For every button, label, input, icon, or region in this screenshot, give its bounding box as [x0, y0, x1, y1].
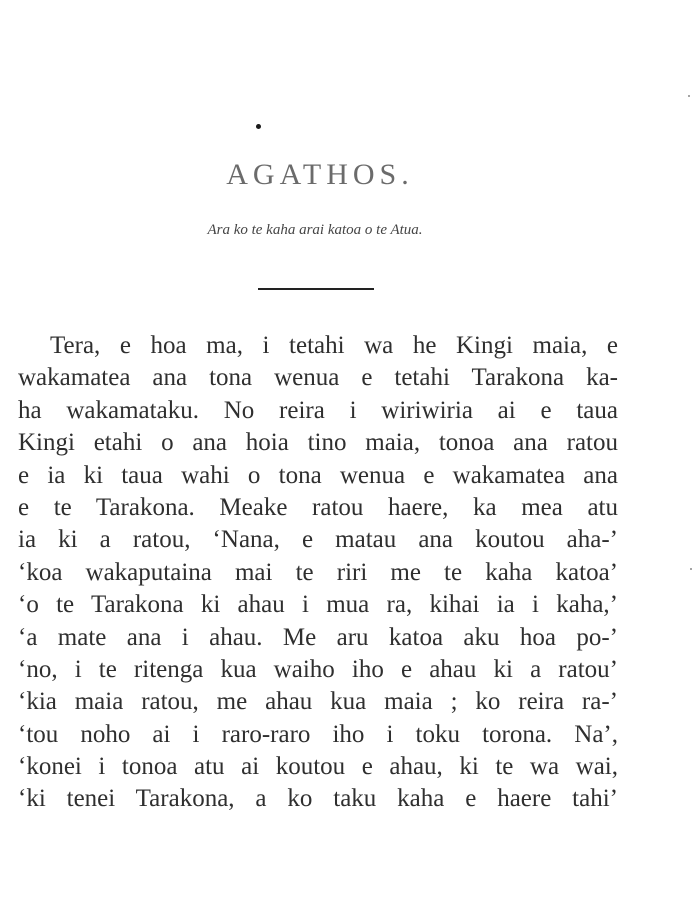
text-line: ‘o te Tarakona ki ahau i mua ra, kihai ia i kaha,’ — [18, 591, 618, 619]
text-line: e te Tarakona. Meake ratou haere, ka mea atu — [18, 493, 618, 521]
text-line: ‘konei i tonoa atu ai koutou e ahau, ki te wa wai, — [18, 753, 618, 781]
text-line: e ia ki taua wahi o tona wenua e wakamatea ana — [18, 461, 618, 489]
text-line: ‘a mate ana i ahau. Me aru katoa aku hoa po-’ — [18, 623, 618, 651]
text-line: ‘kia maia ratou, me ahau kua maia ; ko reira ra-’ — [18, 688, 618, 716]
text-line: ia ki a ratou, ‘Nana, e matau ana koutou aha-’ — [18, 526, 618, 554]
paper-mark — [688, 95, 690, 97]
text-line: ‘koa wakaputaina mai te riri me te kaha katoa’ — [18, 558, 618, 586]
title-divider — [258, 288, 374, 290]
text-line: ‘tou noho ai i raro-raro iho i toku torona. Na’, — [18, 720, 618, 748]
ink-speck — [256, 124, 261, 129]
text-line: Tera, e hoa ma, i tetahi wa he Kingi maia, e — [50, 332, 618, 359]
chapter-title: AGATHOS. — [226, 158, 414, 191]
text-line: Kingi etahi o ana hoia tino maia, tonoa ana ratou — [18, 429, 618, 457]
body-paragraph — [18, 330, 618, 816]
text-line: ha wakamataku. No reira i wiriwiria ai e taua — [18, 396, 618, 424]
text-line: ‘no, i te ritenga kua waiho iho e ahau ki a ratou’ — [18, 655, 618, 683]
chapter-epigraph: Ara ko te kaha arai katoa o te Atua. — [207, 222, 423, 238]
text-line: wakamatea ana tona wenua e tetahi Tarakona ka- — [18, 364, 618, 392]
text-line: ‘ki tenei Tarakona, a ko taku kaha e haere tahi’ — [18, 785, 618, 813]
paper-mark — [690, 568, 692, 570]
